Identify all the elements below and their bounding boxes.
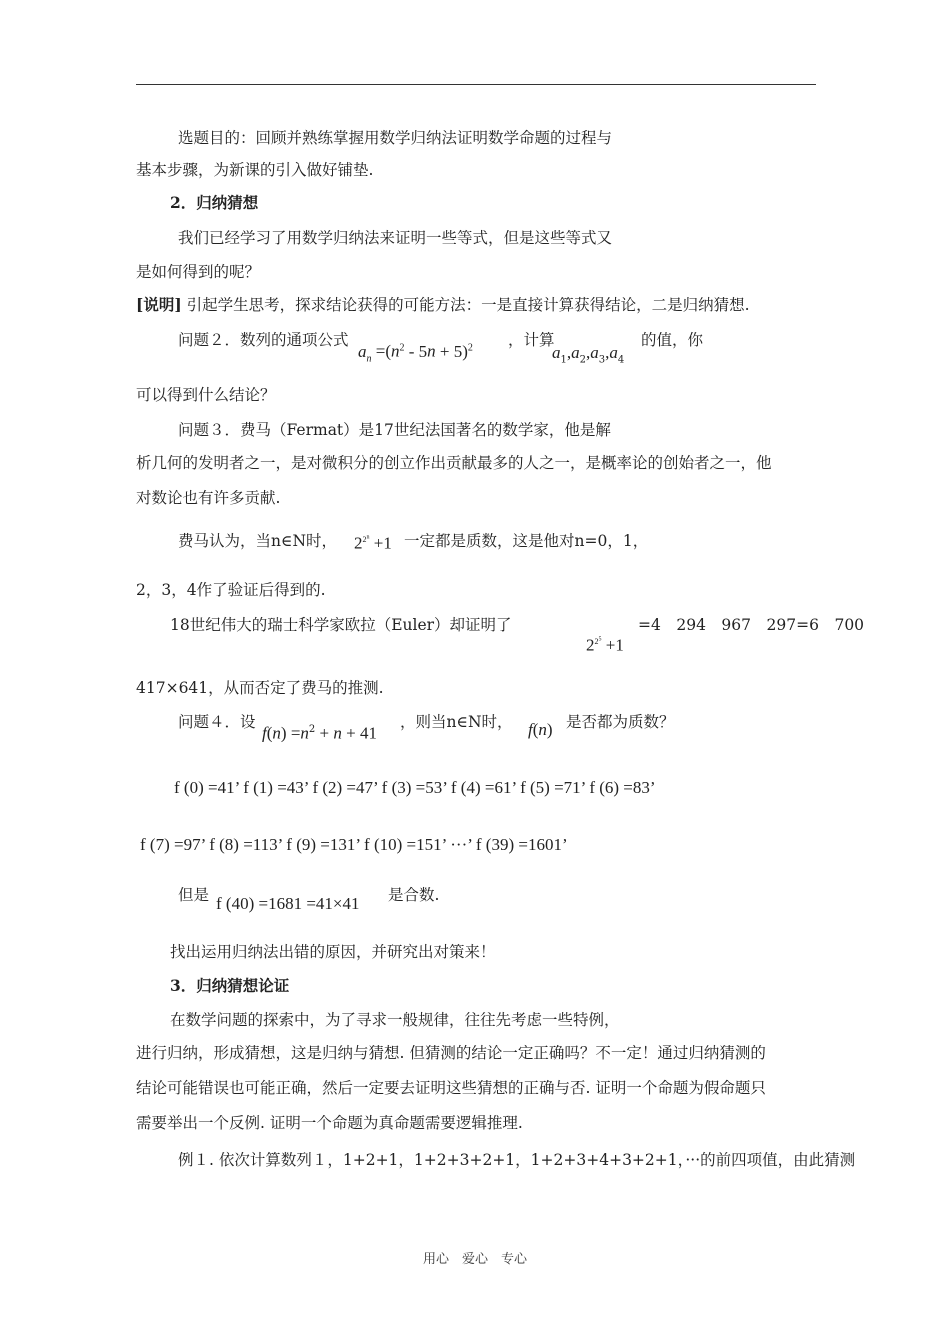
formula-fn-2: f(n) [528,720,553,739]
header-rule [136,84,816,85]
fermat-verified: 2，3，4作了验证后得到的. [136,581,326,599]
para-purpose-1: 选题目的：回顾并熟练掌握用数学归纳法证明数学命题的过程与 [178,129,613,147]
para-note [136,295,750,315]
question-4-text: 问题４．设 [178,713,256,731]
but-text: 但是 [178,886,210,904]
question-2-end: 的值，你 [641,331,704,349]
section-heading-2: 2．归纳猜想 [170,193,259,212]
question-2-compute: ，计算 [508,331,555,349]
formula-a1-a4: $a_1,a_2,a_3,a_4$ [552,343,625,366]
section-heading-3: 3．归纳猜想论证 [170,976,290,995]
values-row-1: f (0) =41’ f (1) =43’ f (2) =47’ f (3) =53’ f (4) =61’ f (5) =71’ f (6) =83’ [174,778,656,797]
formula-fermat: $2^{2^n} +1$ [354,533,392,553]
question-2-text: 问题２．数列的通项公式 [178,331,349,349]
question-3-text: 问题３．费马（Fermat）是17世纪法国著名的数学家，他是解 [178,421,611,439]
euler-text: 18世纪伟大的瑞士科学家欧拉（Euler）却证明了 [170,616,512,634]
note-text: 引起学生思考，探求结论获得的可能方法：一是直接计算获得结论，二是归纳猜想. [186,296,750,314]
euler-value: =4 294 967 297=6 700 [638,616,865,634]
formula-fn: $f(n) =n^2 + n + 41$ [262,723,377,743]
page-footer: 用心 爱心 专心 [422,1252,527,1267]
values-row-2: f (7) =97’ f (8) =113’ f (9) =131’ f (10) =151’ ···’ f (39) =1601’ [140,835,568,854]
euler-factor: 417×641，从而否定了费马的推测. [136,679,384,697]
para-explore-2: 进行归纳，形成猜想，这是归纳与猜想. 但猜测的结论一定正确吗？不一定！通过归纳猜测的 [136,1044,766,1062]
formula-an: $a_n =(n^2 - 5n + 5)^2$ [358,341,473,365]
example-1: 例１. 依次计算数列１，1+2+1，1+2+3+2+1，1+2+3+4+3+2+1，···的前四项值，由此猜测 [178,1151,856,1169]
para-intro-1: 我们已经学习了用数学归纳法来证明一些等式，但是这些等式又 [178,229,613,247]
para-explore-4: 需要举出一个反例. 证明一个命题为真命题需要逻辑推理. [136,1114,523,1132]
fermat-claim: 费马认为，当n∈N时， [178,532,338,550]
formula-f40: f (40) =1681 =41×41 [216,894,360,913]
question-2-tail: 可以得到什么结论？ [136,386,276,404]
question-4-ask: 是否都为质数？ [566,713,675,731]
question-3-line2: 析几何的发明者之一，是对微积分的创立作出贡献最多的人之一，是概率论的创始者之一，他 [136,454,772,472]
question-3-line3: 对数论也有许多贡献. [136,489,281,507]
para-purpose-2: 基本步骤，为新课的引入做好铺垫. [136,161,374,179]
composite-text: 是合数. [388,886,440,904]
para-explore-1: 在数学问题的探索中，为了寻求一般规律，往往先考虑一些特例， [170,1011,620,1029]
note-tag: [说明] [136,295,182,314]
find-reason: 找出运用归纳法出错的原因，并研究出对策来！ [170,943,496,961]
fermat-claim-2: 一定都是质数，这是他对n=0，1， [404,532,649,550]
para-intro-2: 是如何得到的呢？ [136,263,261,281]
question-4-cond: ，则当n∈N时， [400,713,513,731]
para-explore-3: 结论可能错误也可能正确，然后一定要去证明这些猜想的正确与否. 证明一个命题为假命题只 [136,1079,766,1097]
formula-euler: $2^{2^5} +1$ [586,635,624,655]
